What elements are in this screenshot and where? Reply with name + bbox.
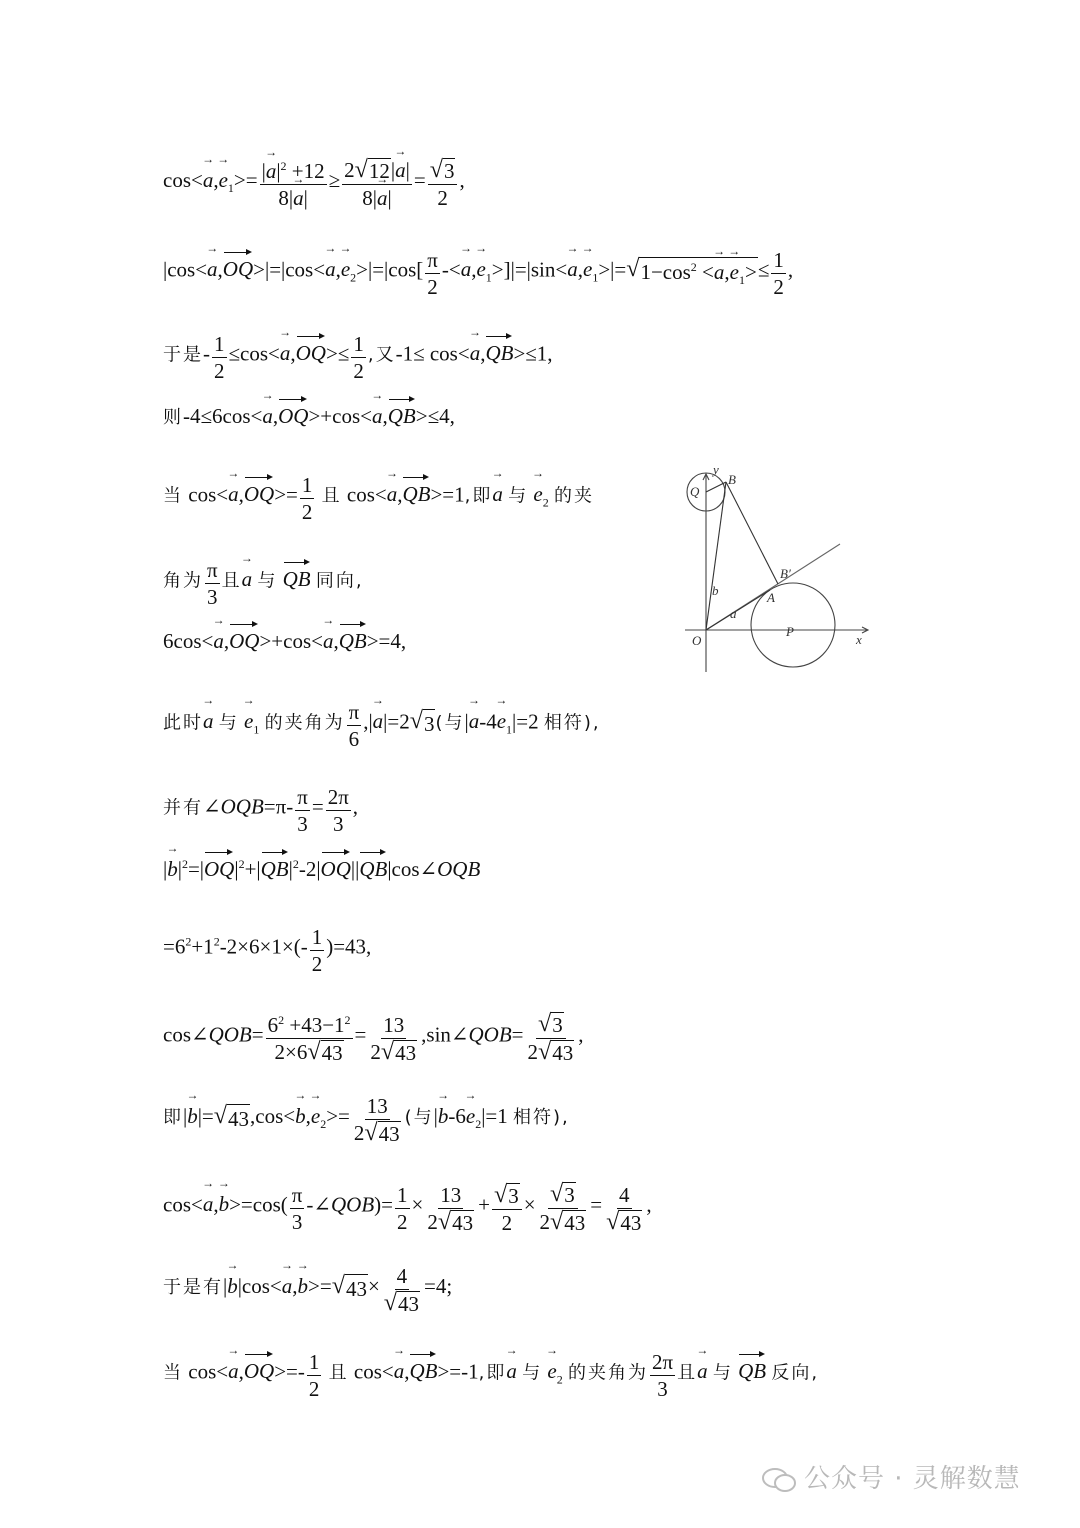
label-q: Q xyxy=(690,484,700,499)
text-yushi: 于是 xyxy=(163,344,203,366)
formula-line-12: cos∠QOB= $6^2 +43-1^2$ 2×6 √ 43 = 13 2 √ 43 ,sin∠QOB= √ 3 2 √ 43 , xyxy=(163,1010,584,1065)
formula-line-7: 6cos<→ a,OQ>+cos<→ a,QB>=4, xyxy=(163,627,406,655)
wechat-icon xyxy=(760,1466,798,1494)
formula-line-4: 则-4≤6cos<→ a,OQ>+cos<→ a,QB>≤4, xyxy=(163,402,455,432)
text-dejiajiaowei: 的夹角为 xyxy=(264,712,345,734)
geometry-figure xyxy=(680,462,880,682)
label-vec-a: a xyxy=(730,606,737,621)
label-vec-b: b xyxy=(712,583,719,598)
formula-line-6: 角为 $\frac{\pi}{3}$ 且→ a 与 QB 同向, xyxy=(163,556,364,607)
text-paren-yu2: (与 xyxy=(404,1106,434,1128)
text-bingyou: 并有 xyxy=(163,797,203,819)
text-you: ,又 xyxy=(367,344,396,366)
text-tongxiang: 同向, xyxy=(315,570,364,592)
formula-line-3: 于是- $\frac{1}{2}$ ≤cos<→ a,OQ>≤ $\frac{1}{2}$ ,又-1≤ cos<→ a,QB>≤1, xyxy=(163,330,553,381)
segment-qb xyxy=(706,482,726,492)
label-p: P xyxy=(786,624,794,639)
text-dang2: 当 xyxy=(163,1362,183,1384)
watermark-text: 公众号 · 灵解数慧 xyxy=(804,1464,1021,1494)
text-yu4: 与 xyxy=(522,1362,543,1384)
text-dang: 当 xyxy=(163,485,183,507)
label-bprime: B′ xyxy=(780,566,791,581)
text-xiangfu2: 相符), xyxy=(513,1106,570,1128)
text-yu3: 与 xyxy=(218,712,239,734)
formula-line-13: 即|→ b|= √ 43 $,\cos<\to b,\to e_2>=$ 13 2 √ 43 (与|→ $b-6\to e_2|=1$ 相符), xyxy=(163,1092,570,1144)
watermark xyxy=(760,1458,1021,1495)
text-yu: 与 xyxy=(508,485,529,507)
label-o: O xyxy=(692,633,702,648)
text-xiangfu: 相符), xyxy=(543,712,601,734)
text-ji3: ,即 xyxy=(478,1362,507,1384)
formula-line-1: $\cos<\to a,\to e_1>=$ $\frac{|\to a|^2 +12}{8|\to a|}$ ≥ 2 √ 12 |→ a| 8|→ a| = √ 3 2 , xyxy=(163,156,465,208)
label-x: x xyxy=(856,632,862,647)
text-ji: ,即 xyxy=(464,485,493,507)
text-qie: 且 xyxy=(321,485,342,507)
text-yu5: 与 xyxy=(712,1362,733,1384)
text-yushiyou: 于是有 xyxy=(163,1276,223,1298)
text-qie3: 且 xyxy=(328,1362,349,1384)
text-yu2: 与 xyxy=(257,570,278,592)
text-cishi: 此时 xyxy=(163,712,203,734)
text-dejiajiaowei2: 的夹角为 xyxy=(567,1362,648,1384)
text-dejia: 的夹 xyxy=(553,485,594,507)
text-jiaowei: 角为 xyxy=(163,570,203,592)
formula-line-10: |→ $b|^2=|OQ|^2+|QB|^2-2|OQ||QB|\cos\angle OQB$ xyxy=(163,855,480,883)
label-a: A xyxy=(767,590,775,605)
text-paren-yu: (与 xyxy=(435,712,465,734)
segment-ob xyxy=(706,482,726,630)
text-ji2: 即 xyxy=(163,1106,183,1128)
formula-line-11: $=6^2+1^2-2\times 6\times 1\times(-$ $\frac{1}{2}$ )=43, xyxy=(163,925,372,976)
formula-line-16: 当 cos<→ a,OQ>=- $\frac{1}{2}$ 且 cos<→ a,QB>=-1,即→ a 与 → $e_2$ 的夹角为 $\frac{2\pi}{3}$ 且→ a 与 QB 反向, xyxy=(163,1348,819,1399)
text-fanxiang: 反向, xyxy=(771,1362,820,1384)
formula-line-2: $|\cos<\to a,OQ>|=|\cos<\to a,\to e_2>|=|\cos$[ $\frac{\pi}{2}$ -<→ $a,\to e_1>]|=|\sin<\to a,\to e_1>|=$ √ $1-\cos^2 <\to a,\to e_1>$ ≤ $\frac{1}{2}$ , xyxy=(163,246,793,297)
label-y: y xyxy=(713,462,719,477)
text-qie4: 且 xyxy=(677,1362,698,1384)
formula-line-5: 当 cos<→ a,OQ>= $\frac{1}{2}$ 且 cos<→ a,QB>=1,即→ a 与 → $e_2$ 的夹 xyxy=(163,471,594,522)
formula-line-15: 于是有|→ b|cos<→ a,→ b>= √ 43 × 4 √ 43 =4; xyxy=(163,1262,452,1314)
formula-line-8: 此时→ a 与 → $e_1$ 的夹角为 $\frac{\pi}{6}$ ,|→ a|=2 √ 3 (与|→ $a-4\to e_1|=2$ 相符), xyxy=(163,698,601,749)
text-qie2: 且 xyxy=(221,570,242,592)
formula-line-14: cos<→ a,→ b>=cos( $\frac{\pi}{3}$ -∠QOB)= $\frac{1}{2}$ × 13 2 √ 43 + √ 3 2 × √ 3 2 √ 43 = 4 √ 43 , xyxy=(163,1180,652,1233)
formula-line-9: 并有∠OQB=π- $\frac{\pi}{3}$ = $\frac{2\pi}{3}$ , xyxy=(163,785,359,836)
segment-bb xyxy=(726,482,778,584)
text-ze: 则 xyxy=(163,407,183,428)
label-b: B xyxy=(728,472,736,487)
